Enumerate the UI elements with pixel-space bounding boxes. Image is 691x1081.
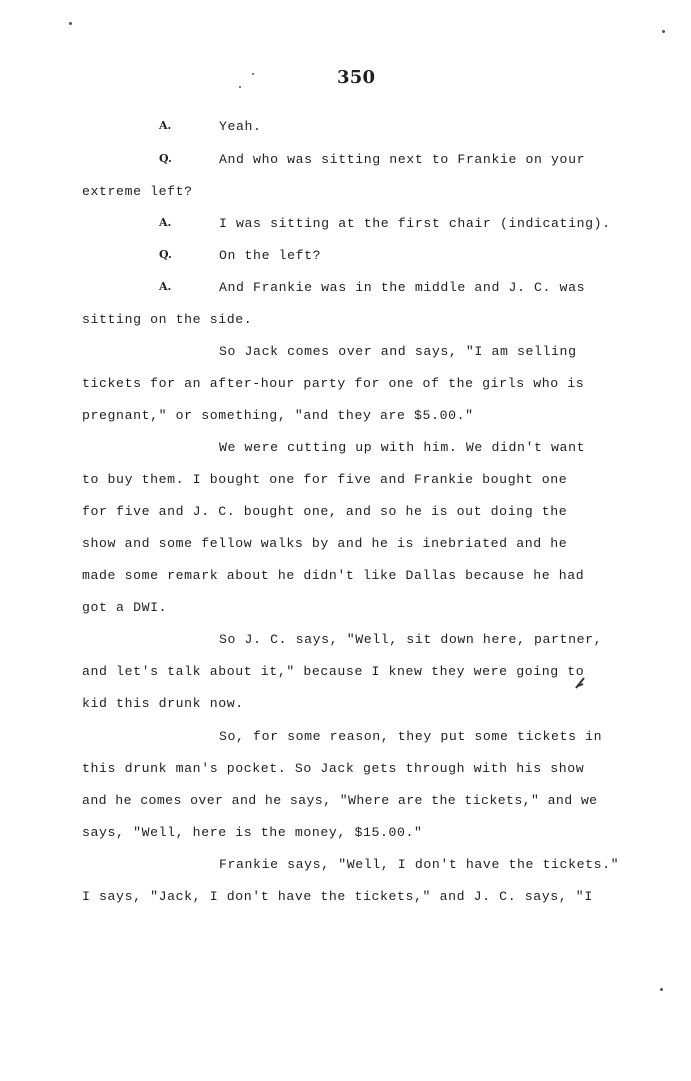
transcript-line: So, for some reason, they put some tickets in [219,729,603,744]
speaker-label: A. [159,216,172,229]
transcript-line: this drunk man's pocket. So Jack gets through with his show [82,761,585,776]
transcript-line: got a DWI. [82,600,168,615]
transcript-line: pregnant," or something, "and they are $5.00." [82,408,474,423]
scan-speck [252,73,254,75]
scan-speck [662,30,665,33]
speaker-label: Q. [159,248,172,261]
transcript-line: And Frankie was in the middle and J. C. was [219,280,586,295]
transcript-line: I says, "Jack, I don't have the tickets," and J. C. says, "I [82,889,593,904]
transcript-line: We were cutting up with him. We didn't want [219,440,586,455]
handwritten-mark [574,676,586,690]
transcript-line: tickets for an after-hour party for one of the girls who is [82,376,585,391]
transcript-line: Frankie says, "Well, I don't have the tickets." [219,857,620,872]
transcript-line: So Jack comes over and says, "I am selling [219,344,577,359]
transcript-line: So J. C. says, "Well, sit down here, partner, [219,632,603,647]
scan-speck [69,22,72,25]
transcript-line: sitting on the side. [82,312,253,327]
speaker-label: Q. [159,152,172,165]
transcript-line: and he comes over and he says, "Where are the tickets," and we [82,793,598,808]
scan-speck [239,86,241,88]
transcript-line: And who was sitting next to Frankie on your [219,152,586,167]
transcript-line: show and some fellow walks by and he is inebriated and he [82,536,568,551]
page-number: 350 [337,67,376,88]
transcript-line: kid this drunk now. [82,696,244,711]
scan-speck [660,988,663,991]
speaker-label: A. [159,280,172,293]
transcript-line: I was sitting at the first chair (indicating). [219,216,611,231]
transcript-line: On the left? [219,248,322,263]
transcript-line: says, "Well, here is the money, $15.00." [82,825,423,840]
transcript-line: extreme left? [82,184,193,199]
speaker-label: A. [159,119,172,132]
transcript-line: made some remark about he didn't like Dallas because he had [82,568,585,583]
transcript-line: and let's talk about it," because I knew they were going to [82,664,585,679]
transcript-line: for five and J. C. bought one, and so he is out doing the [82,504,568,519]
transcript-line: Yeah. [219,119,262,134]
transcript-line: to buy them. I bought one for five and Frankie bought one [82,472,568,487]
